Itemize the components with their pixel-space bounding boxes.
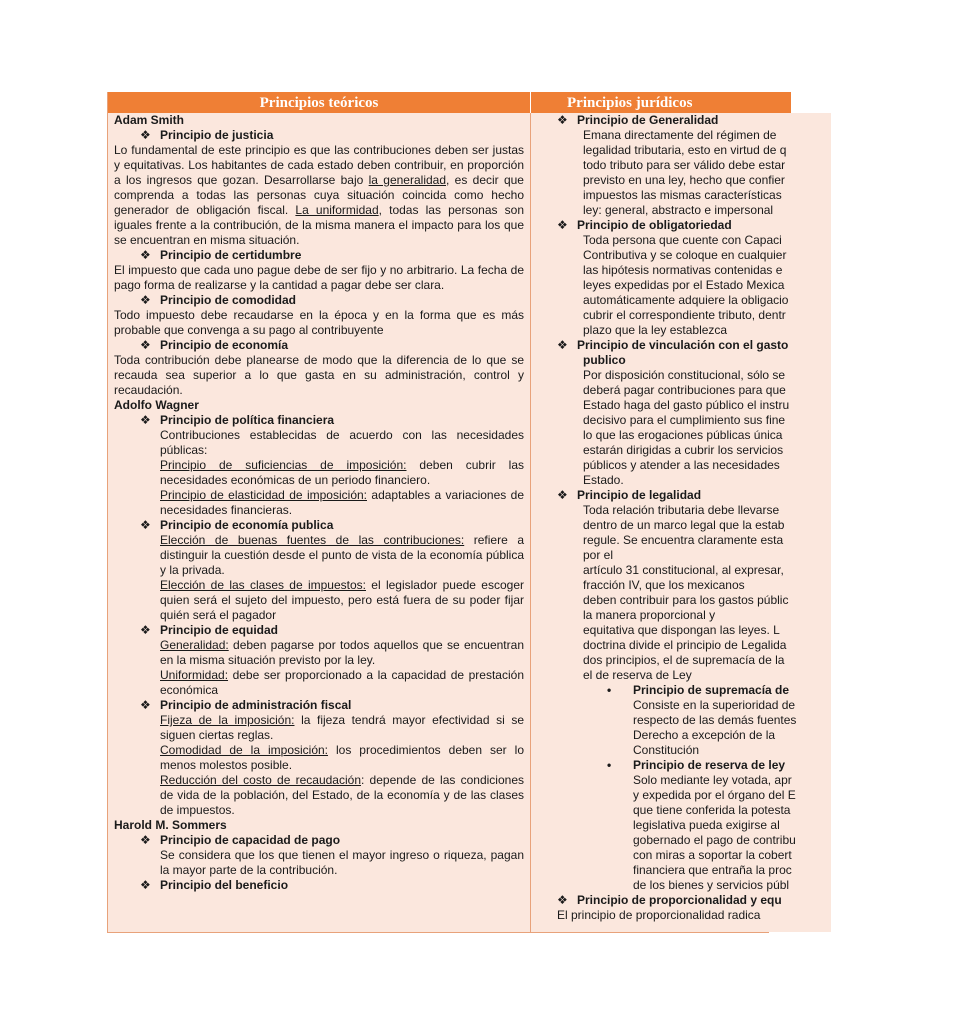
- author-harold-sommers: Harold M. Sommers: [114, 818, 227, 832]
- principles-table: [107, 92, 797, 933]
- text-capacidad-pago: Se considera que los que tienen el mayor ingreso o riqueza, pagan la mayor parte de la contribución.: [160, 848, 524, 877]
- heading-economia-publica: ❖ Principio de economía publica: [140, 518, 334, 532]
- text-fijeza: Fijeza de la imposición: la fijeza tendrá mayor efectividad si se siguen ciertas reglas.: [160, 713, 524, 742]
- diamond-bullet-icon: ❖: [140, 338, 151, 352]
- text-supremacia: Consiste en la superioridad de respecto de las demás fuentes Derecho a excepción de la Constitución: [633, 698, 797, 757]
- heading-reserva-ley: • Principio de reserva de ley: [607, 758, 786, 772]
- heading-principio-beneficio: ❖ Principio del beneficio: [140, 878, 289, 892]
- bullet-dot-icon: •: [607, 758, 612, 772]
- diamond-bullet-icon: ❖: [557, 338, 568, 352]
- diamond-bullet-icon: ❖: [140, 128, 151, 142]
- heading-politica-financiera: ❖ Principio de política financiera: [140, 413, 335, 427]
- heading-proporcionalidad: ❖ Principio de proporcionalidad y equ: [557, 893, 782, 907]
- header-principios-teoricos: Principios teóricos: [108, 92, 530, 113]
- heading-generalidad: ❖ Principio de Generalidad: [557, 113, 719, 127]
- heading-obligatoriedad: ❖ Principio de obligatoriedad: [557, 218, 732, 232]
- text-generalidad-juridico: Emana directamente del régimen de legalidad tributaria, esto en virtud de q todo tributo para ser válido debe estar previsto en una ley, hecho que confier impuestos las mismas características ley: general, abstracto e impersonal: [583, 128, 787, 217]
- text-principio-comodidad: Todo impuesto debe recaudarse en la época y en la forma que es más probable que convenga a su pago al contribuyente: [114, 308, 524, 337]
- text-legalidad: Toda relación tributaria debe llevarse dentro de un marco legal que la estab regule. Se encuentra claramente esta por el artículo 31 constitucional, al expresar, fracción IV, que los mexicanos deben contribuir para los gastos públic la manera proporcional y equitativa que dispongan las leyes. L doctrina divide el principio de Legalida dos principios, el de supremacía de la el de reserva de Ley: [583, 503, 789, 682]
- text-proporcionalidad: El principio de proporcionalidad radica: [557, 908, 761, 922]
- heading-capacidad-pago: ❖ Principio de capacidad de pago: [140, 833, 341, 847]
- heading-vinculacion: ❖ Principio de vinculación con el gasto: [557, 338, 789, 352]
- text-reserva-ley: Solo mediante ley votada, apr y expedida por el órgano del E que tiene conferida la potesta legislativa pueda exigirse al gobernado el pago de contribu con miras a soportar la cobert financiera que entraña la proc de los bienes y servicios públ: [633, 773, 796, 892]
- text-suficiencias: Principio de suficiencias de imposición: deben cubrir las necesidades económicas de un periodo financiero.: [160, 458, 525, 487]
- author-adolfo-wagner: Adolfo Wagner: [114, 398, 199, 412]
- diamond-bullet-icon: ❖: [140, 878, 151, 892]
- heading-principio-economia: ❖ Principio de economía: [140, 338, 289, 352]
- heading-principio-equidad: ❖ Principio de equidad: [140, 623, 279, 637]
- diamond-bullet-icon: ❖: [140, 698, 151, 712]
- column-principios-teoricos: [108, 113, 531, 932]
- heading-supremacia: • Principio de supremacía de: [607, 683, 790, 697]
- text-buenas-fuentes: Elección de buenas fuentes de las contribuciones: refiere a distinguir la cuestión desde el punto de vista de la economía pública y la privada.: [160, 533, 525, 577]
- text-principio-economia: Toda contribución debe planearse de modo que la diferencia de lo que se recauda sea superior a lo que gasta en su administración, control y recaudación.: [114, 353, 524, 397]
- text-clases-impuestos: Elección de las clases de impuestos: el legislador puede escoger quien será el sujeto del impuesto, pero está fuera de su poder fijar quién será el pagador: [160, 578, 524, 622]
- text-elasticidad: Principio de elasticidad de imposición: adaptables a variaciones de necesidades financieras.: [160, 488, 524, 517]
- text-principio-justicia: Lo fundamental de este principio es que las contribuciones deben ser justas y equitativas. Los habitantes de cada estado deben contribuir, en proporción a los ingresos que gozan. Desarrollarse bajo la generalidad, es decir que comprenda a todas las personas cuya situación coincida como hecho generador de obligación fiscal. La uniformidad, todas las personas son iguales frente a la contribución, de la misma manera el impacto para los que se encuentran en misma situación.: [114, 143, 525, 247]
- diamond-bullet-icon: ❖: [557, 218, 568, 232]
- header-principios-juridicos: Principios jurídicos: [531, 92, 791, 113]
- text-vinculacion: Por disposición constitucional, sólo se deberá pagar contribuciones para que Estado haga del gasto público el instru decisivo para el cumplimiento sus fine lo que las erogaciones públicas única estarán dirigidas a cubrir los servicios públicos y atender a las necesidades Estado.: [583, 368, 790, 487]
- diamond-bullet-icon: ❖: [557, 113, 568, 127]
- diamond-bullet-icon: ❖: [140, 293, 151, 307]
- text-reduccion-costo: Reducción del costo de recaudación: depende de las condiciones de vida de la población, del Estado, de la economía y de las clases de impuestos.: [160, 773, 524, 817]
- heading-vinculacion-cont: publico: [583, 353, 626, 367]
- diamond-bullet-icon: ❖: [140, 623, 151, 637]
- heading-legalidad: ❖ Principio de legalidad: [557, 488, 702, 502]
- text-obligatoriedad: Toda persona que cuente con Capaci Contributiva y se coloque en cualquier las hipótesis normativas contenidas e leyes expedidas por el Estado Mexica automáticamente adquiere la obligacio cubrir el correspondiente tributo, dentr plazo que la ley establezca: [583, 233, 789, 337]
- author-adam-smith: Adam Smith: [114, 113, 185, 127]
- diamond-bullet-icon: ❖: [557, 488, 568, 502]
- diamond-bullet-icon: ❖: [557, 893, 568, 907]
- text-generalidad: Generalidad: deben pagarse por todos aquellos que se encuentran en la misma situación previsto por la ley.: [160, 638, 524, 667]
- column-principios-juridicos: [531, 113, 831, 932]
- diamond-bullet-icon: ❖: [140, 248, 151, 262]
- diamond-bullet-icon: ❖: [140, 833, 151, 847]
- heading-principio-comodidad: ❖ Principio de comodidad: [140, 293, 297, 307]
- text-principio-certidumbre: El impuesto que cada uno pague debe de ser fijo y no arbitrario. La fecha de pago forma de realizarse y la cantidad a pagar debe ser clara.: [114, 263, 524, 292]
- text-comodidad-imposicion: Comodidad de la imposición: los procedimientos deben ser lo menos molestos posible.: [160, 743, 524, 772]
- heading-administracion-fiscal: ❖ Principio de administración fiscal: [140, 698, 352, 712]
- heading-principio-certidumbre: ❖ Principio de certidumbre: [140, 248, 302, 262]
- diamond-bullet-icon: ❖: [140, 518, 151, 532]
- text-politica-financiera: Contribuciones establecidas de acuerdo con las necesidades públicas:: [160, 428, 524, 457]
- text-uniformidad: Uniformidad: debe ser proporcionado a la capacidad de prestación económica: [160, 668, 524, 697]
- bullet-dot-icon: •: [607, 683, 612, 697]
- heading-principio-justicia: ❖ Principio de justicia: [140, 128, 274, 142]
- diamond-bullet-icon: ❖: [140, 413, 151, 427]
